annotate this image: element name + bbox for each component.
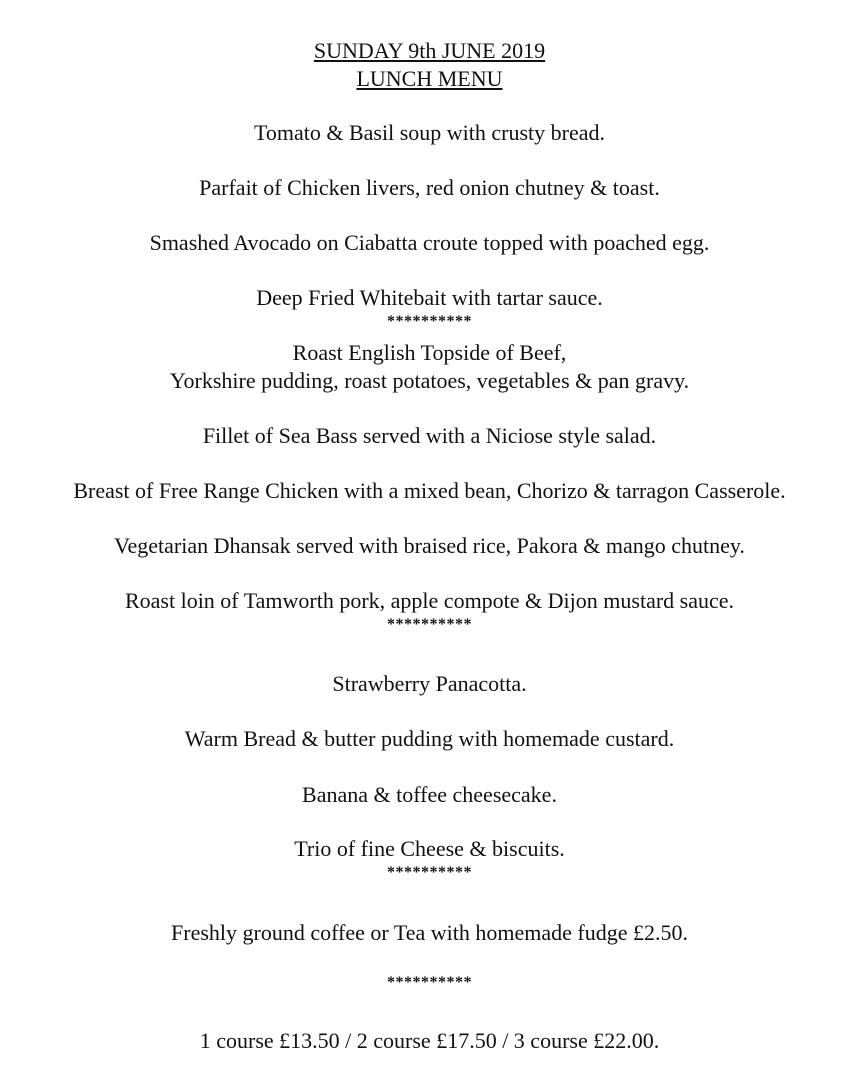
starter-item: Tomato & Basil soup with crusty bread. [253,120,606,145]
dessert-item: Warm Bread & butter pudding with homemade custard. [184,726,675,751]
dessert-item: Banana & toffee cheesecake. [302,782,557,807]
dessert-item: Trio of fine Cheese & biscuits. [294,836,565,861]
main-item-roast-line2: Yorkshire pudding, roast potatoes, vegetables & pan gravy. [169,368,690,393]
section-separator: ********** [387,974,472,991]
course-prices: 1 course £13.50 / 2 course £17.50 / 3 course £22.00. [199,1028,660,1053]
main-item: Fillet of Sea Bass served with a Niciose style salad. [202,423,657,448]
section-separator: ********** [387,616,472,633]
main-item: Vegetarian Dhansak served with braised rice, Pakora & mango chutney. [114,533,745,558]
starter-item: Parfait of Chicken livers, red onion chutney & toast. [199,175,660,200]
main-item: Breast of Free Range Chicken with a mixed bean, Chorizo & tarragon Casserole. [73,478,786,503]
main-item: Roast loin of Tamworth pork, apple compote & Dijon mustard sauce. [124,588,735,613]
menu-title: LUNCH MENU [356,66,503,91]
starter-item: Smashed Avocado on Ciabatta croute topped with poached egg. [149,230,710,255]
starter-item: Deep Fried Whitebait with tartar sauce. [256,285,603,310]
dessert-item: Strawberry Panacotta. [332,671,527,696]
menu-date: SUNDAY 9th JUNE 2019 [313,38,546,63]
section-separator: ********** [387,864,472,881]
coffee-item: Freshly ground coffee or Tea with homemade fudge £2.50. [171,920,688,945]
section-separator: ********** [387,313,472,330]
main-item-roast-line1: Roast English Topside of Beef, [292,340,567,365]
